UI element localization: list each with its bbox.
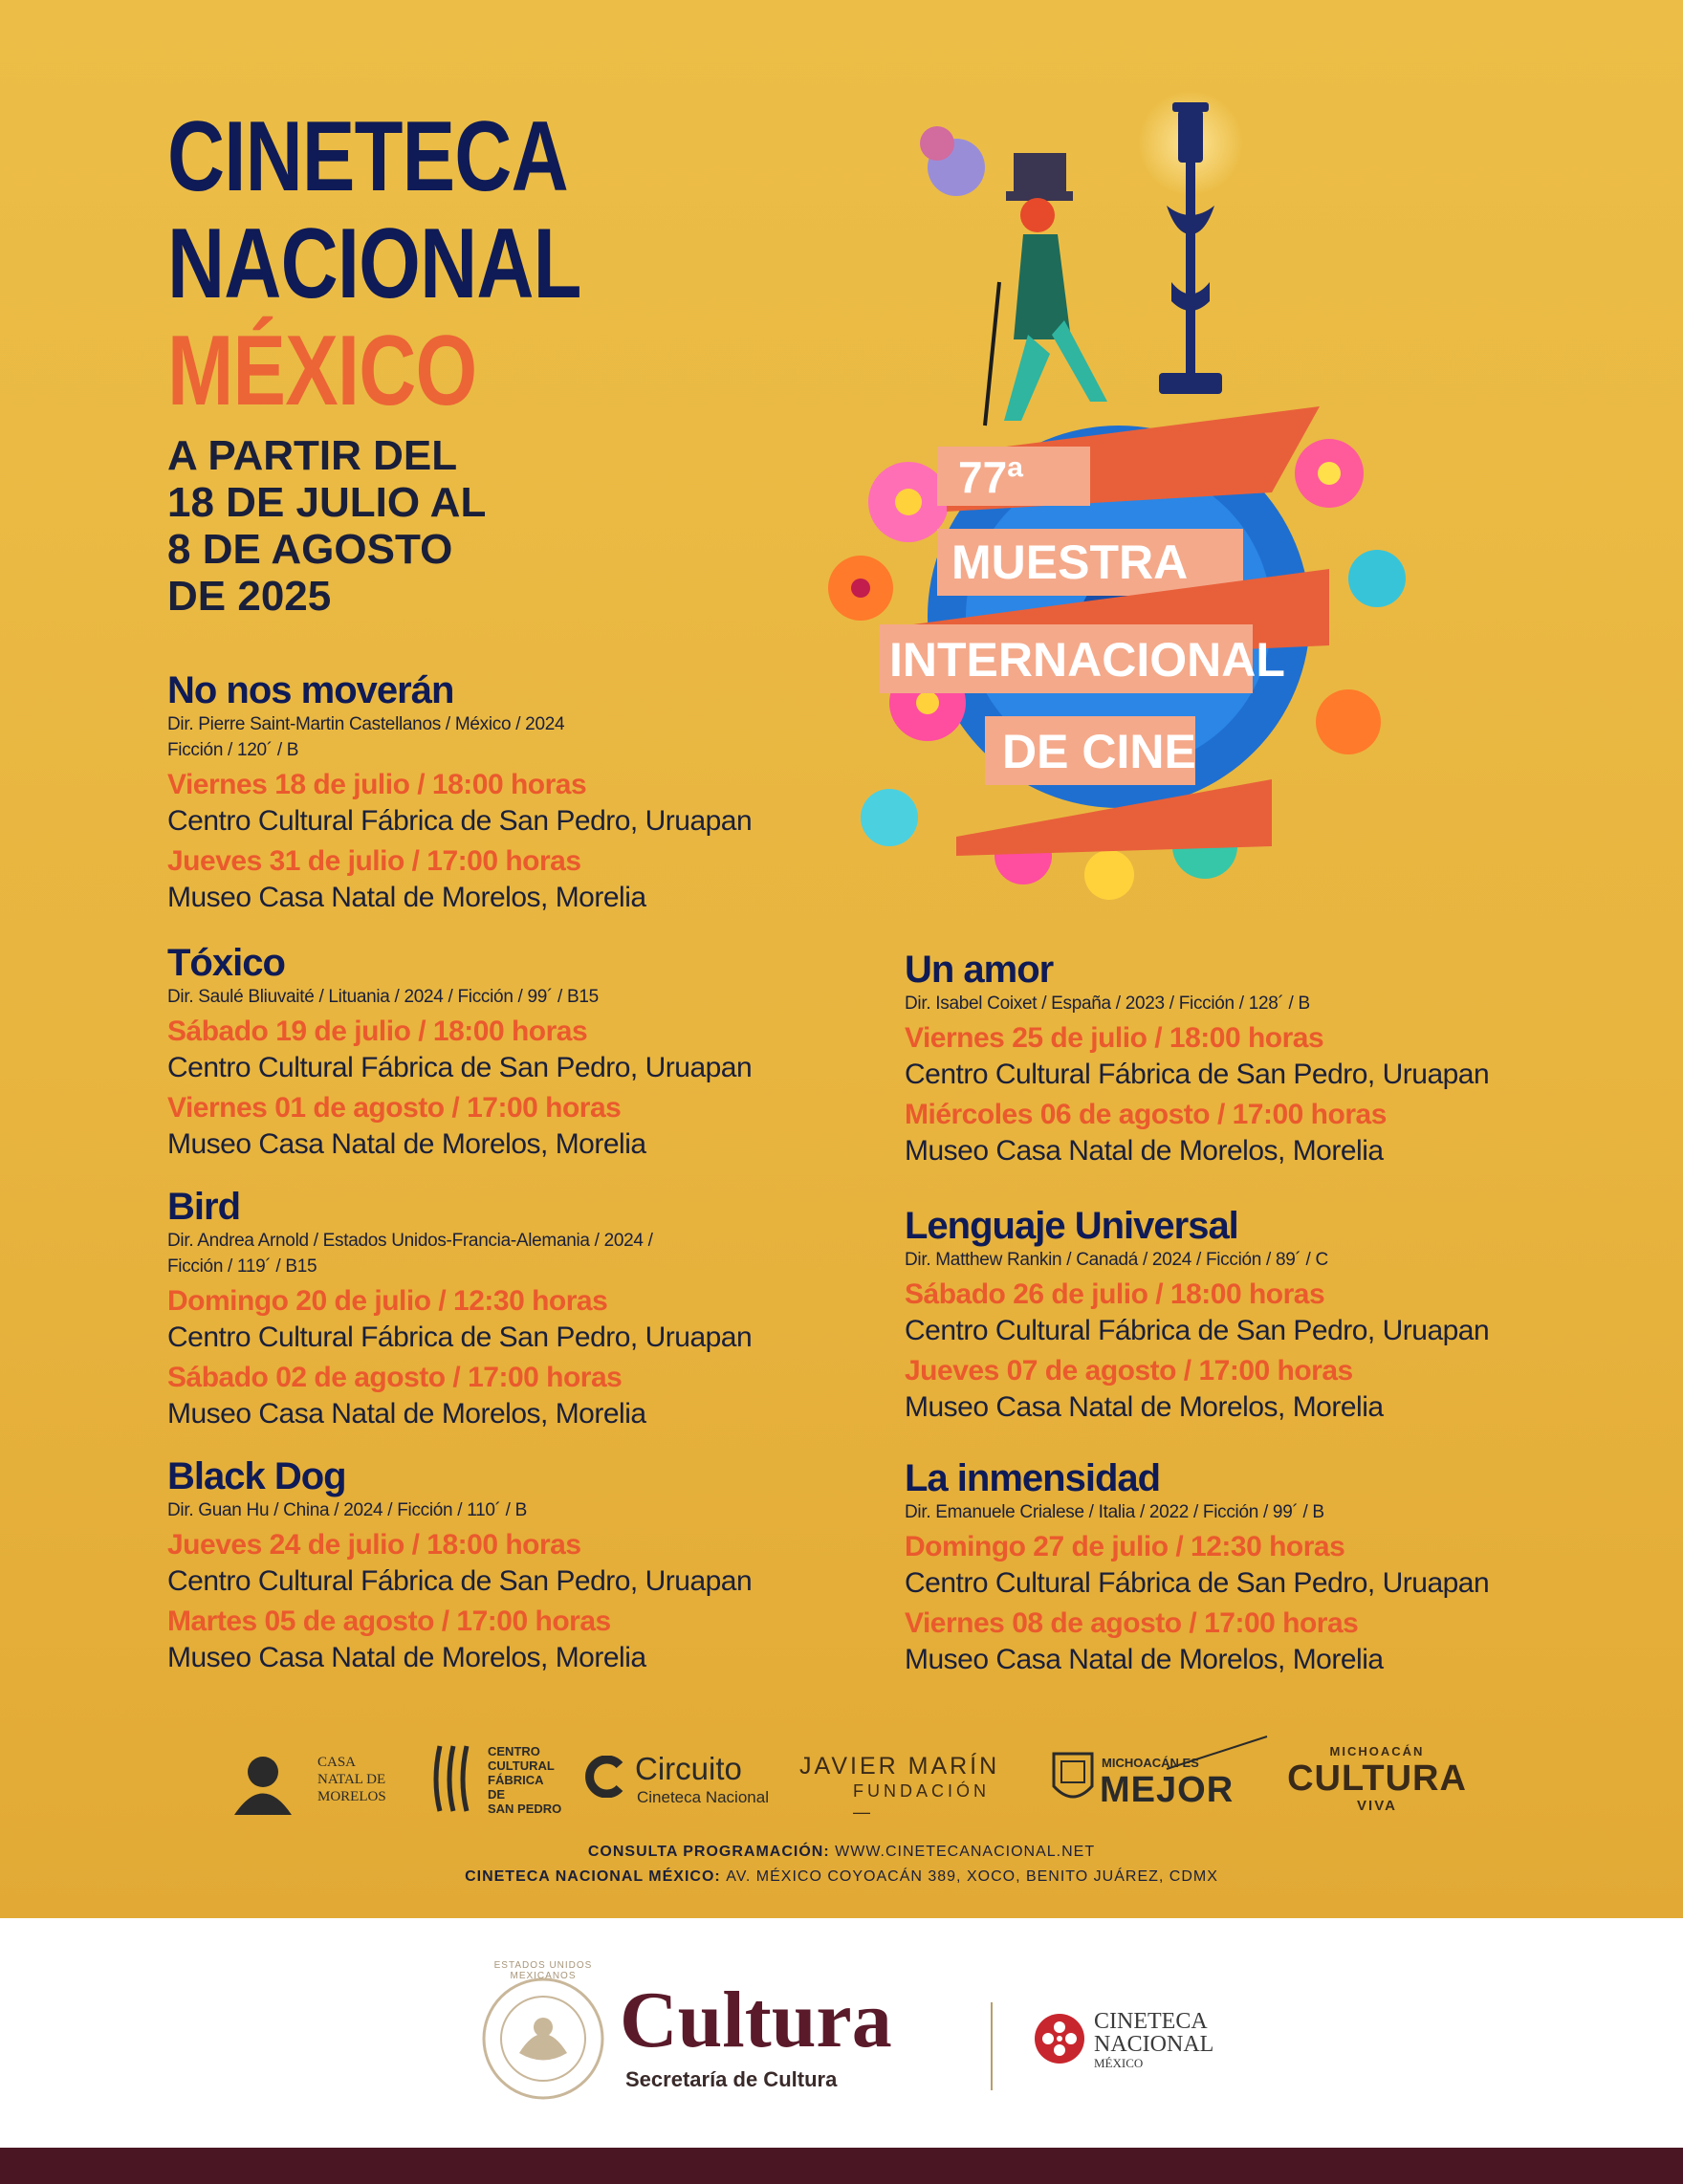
screening-date: Jueves 24 de julio / 18:00 horas [167, 1529, 581, 1561]
film-title: Black Dog [167, 1455, 346, 1497]
film-meta: Ficción / 119´ / B15 [167, 1256, 317, 1277]
ribbon-de-cine: DE CINE [1002, 725, 1196, 778]
film-meta: Dir. Emanuele Crialese / Italia / 2022 / Ficción / 99´ / B [905, 1502, 1324, 1522]
cultura-brand: Cultura [620, 1976, 892, 2064]
logo-text: CASA [317, 1755, 357, 1770]
mexico-seal-icon [476, 1972, 610, 2106]
fabrica-san-pedro-logo [432, 1742, 576, 1819]
contact-line [0, 1865, 1683, 1889]
logo-text: VIVA [1357, 1798, 1397, 1814]
title-cineteca: CINETECA [167, 101, 568, 212]
title-nacional: NACIONAL [167, 208, 581, 319]
film-title: Tóxico [167, 942, 285, 984]
logo-text: MEJOR [1100, 1770, 1235, 1810]
film-meta: Dir. Matthew Rankin / Canadá / 2024 / Ficción / 89´ / C [905, 1250, 1328, 1270]
javier-marin-logo [799, 1752, 1010, 1822]
film-meta: Dir. Guan Hu / China / 2024 / Ficción / 110´ / B [167, 1500, 527, 1520]
casa-natal-morelos-logo [230, 1748, 392, 1815]
film-entry [905, 949, 1574, 1169]
logo-text: MORELOS [317, 1789, 386, 1804]
date-line: 8 DE AGOSTO [167, 526, 453, 573]
slash-mark-icon [1157, 1733, 1272, 1771]
morelos-portrait-icon [230, 1748, 296, 1815]
michoacan-cultura-viva-logo [1281, 1744, 1473, 1821]
seal-text: ESTADOS UNIDOS MEXICANOS [493, 1960, 593, 1981]
michoacan-shield-icon [1052, 1752, 1094, 1805]
screening-date: Viernes 18 de julio / 18:00 horas [167, 769, 587, 800]
screening-venue: Centro Cultural Fábrica de San Pedro, Uruapan [905, 1567, 1490, 1599]
screening-date: Jueves 31 de julio / 17:00 horas [167, 845, 581, 877]
cultura-subtitle: Secretaría de Cultura [625, 2067, 838, 2091]
contact-key: CONSULTA PROGRAMACIÓN: [587, 1844, 830, 1860]
film-title: Lenguaje Universal [905, 1205, 1238, 1247]
film-entry [167, 669, 837, 916]
screening-venue: Museo Casa Natal de Morelos, Morelia [905, 1135, 1384, 1167]
screening-venue: Museo Casa Natal de Morelos, Morelia [905, 1644, 1384, 1675]
contact-line [0, 1840, 1683, 1865]
contact-info [0, 1840, 1683, 1889]
circuito-cineteca-logo [585, 1752, 786, 1813]
cineteca-footer-text [1094, 2010, 1213, 2071]
logo-text: MÉXICO [1094, 2056, 1144, 2070]
screening-date: Viernes 25 de julio / 18:00 horas [905, 1022, 1324, 1054]
screening-date: Viernes 01 de agosto / 17:00 horas [167, 1092, 622, 1124]
screening-date: Jueves 07 de agosto / 17:00 horas [905, 1355, 1353, 1387]
logo-text: MICHOACÁN ES [1102, 1756, 1199, 1770]
film-entry [167, 1186, 837, 1432]
film-meta: Dir. Pierre Saint-Martin Castellanos / México / 2024 [167, 714, 565, 734]
film-title: Un amor [905, 949, 1054, 991]
logo-text: DE [488, 1787, 506, 1802]
cineteca-reel-icon [1033, 2012, 1086, 2065]
ribbon-internacional: INTERNACIONAL [889, 633, 1285, 687]
film-entry [167, 1455, 837, 1676]
logo-text: JAVIER MARÍN [799, 1753, 1000, 1780]
ribbon-muestra: MUESTRA [951, 535, 1189, 589]
film-meta: Dir. Isabel Coixet / España / 2023 / Ficción / 128´ / B [905, 994, 1310, 1014]
screening-venue: Centro Cultural Fábrica de San Pedro, Uruapan [167, 1052, 753, 1083]
film-title: La inmensidad [905, 1457, 1161, 1499]
screening-date: Domingo 20 de julio / 12:30 horas [167, 1285, 608, 1317]
footer-divider [991, 2002, 993, 2090]
screening-date: Martes 05 de agosto / 17:00 horas [167, 1605, 611, 1637]
screening-date: Sábado 02 de agosto / 17:00 horas [167, 1362, 623, 1393]
screening-venue: Centro Cultural Fábrica de San Pedro, Uruapan [905, 1315, 1490, 1346]
date-line: 18 DE JULIO AL [167, 479, 487, 526]
screening-venue: Centro Cultural Fábrica de San Pedro, Uruapan [905, 1059, 1490, 1090]
film-title: Bird [167, 1186, 240, 1228]
footer [0, 1918, 1683, 2148]
logo-text: MICHOACÁN [1329, 1744, 1425, 1758]
date-range [167, 432, 607, 620]
screening-venue: Centro Cultural Fábrica de San Pedro, Uruapan [167, 1321, 753, 1353]
logo-text: Circuito [635, 1751, 742, 1786]
screening-venue: Museo Casa Natal de Morelos, Morelia [167, 1398, 646, 1430]
film-meta: Dir. Andrea Arnold / Estados Unidos-Francia-Alemania / 2024 / [167, 1231, 653, 1251]
film-entry [905, 1205, 1574, 1426]
screening-venue: Centro Cultural Fábrica de San Pedro, Uruapan [167, 805, 753, 837]
michoacan-es-mejor-logo [1052, 1733, 1272, 1819]
logo-text: Cineteca Nacional [637, 1788, 769, 1806]
logo-text: CULTURAL [488, 1758, 555, 1773]
logo-text: CULTURA [1287, 1758, 1467, 1799]
date-line: A PARTIR DEL [167, 432, 458, 479]
screening-date: Miércoles 06 de agosto / 17:00 horas [905, 1099, 1387, 1130]
logo-text: FUNDACIÓN— [853, 1781, 990, 1822]
film-meta: Ficción / 120´ / B [167, 740, 299, 760]
logo-text: NACIONAL [1094, 2032, 1214, 2057]
film-entry [167, 942, 837, 1163]
address-text: AV. MÉXICO COYOACÁN 389, XOCO, BENITO JUÁREZ, CDMX [726, 1868, 1218, 1885]
logo-text: SAN PEDRO [488, 1802, 562, 1816]
logo-text: CENTRO [488, 1744, 540, 1758]
screening-venue: Centro Cultural Fábrica de San Pedro, Uruapan [167, 1565, 753, 1597]
footer-bar [0, 2148, 1683, 2184]
logo-text: NATAL DE [317, 1772, 386, 1787]
ribbon-77: 77ª [958, 452, 1024, 502]
screening-date: Viernes 08 de agosto / 17:00 horas [905, 1607, 1359, 1639]
screening-date: Domingo 27 de julio / 12:30 horas [905, 1531, 1345, 1562]
screening-date: Sábado 26 de julio / 18:00 horas [905, 1278, 1325, 1310]
screening-venue: Museo Casa Natal de Morelos, Morelia [167, 882, 646, 913]
website-link[interactable]: WWW.CINETECANACIONAL.NET [835, 1844, 1096, 1860]
film-meta: Dir. Saulé Bliuvaité / Lituania / 2024 / Ficción / 99´ / B15 [167, 987, 599, 1007]
dancer-figure-icon [985, 153, 1107, 426]
festival-illustration [794, 91, 1444, 971]
contact-key: CINETECA NACIONAL MÉXICO: [465, 1868, 721, 1885]
fabrica-mark-icon [432, 1742, 480, 1815]
film-entry [905, 1457, 1574, 1678]
circuito-mark-icon [585, 1756, 627, 1798]
title-mexico: MÉXICO [167, 316, 477, 426]
date-line: DE 2025 [167, 573, 332, 620]
logo-text: FÁBRICA [488, 1773, 544, 1787]
logo-text: CINETECA [1094, 2009, 1208, 2034]
screening-date: Sábado 19 de julio / 18:00 horas [167, 1016, 588, 1047]
screening-venue: Museo Casa Natal de Morelos, Morelia [167, 1642, 646, 1673]
screening-venue: Museo Casa Natal de Morelos, Morelia [905, 1391, 1384, 1423]
screening-venue: Museo Casa Natal de Morelos, Morelia [167, 1128, 646, 1160]
film-title: No nos moverán [167, 669, 454, 711]
